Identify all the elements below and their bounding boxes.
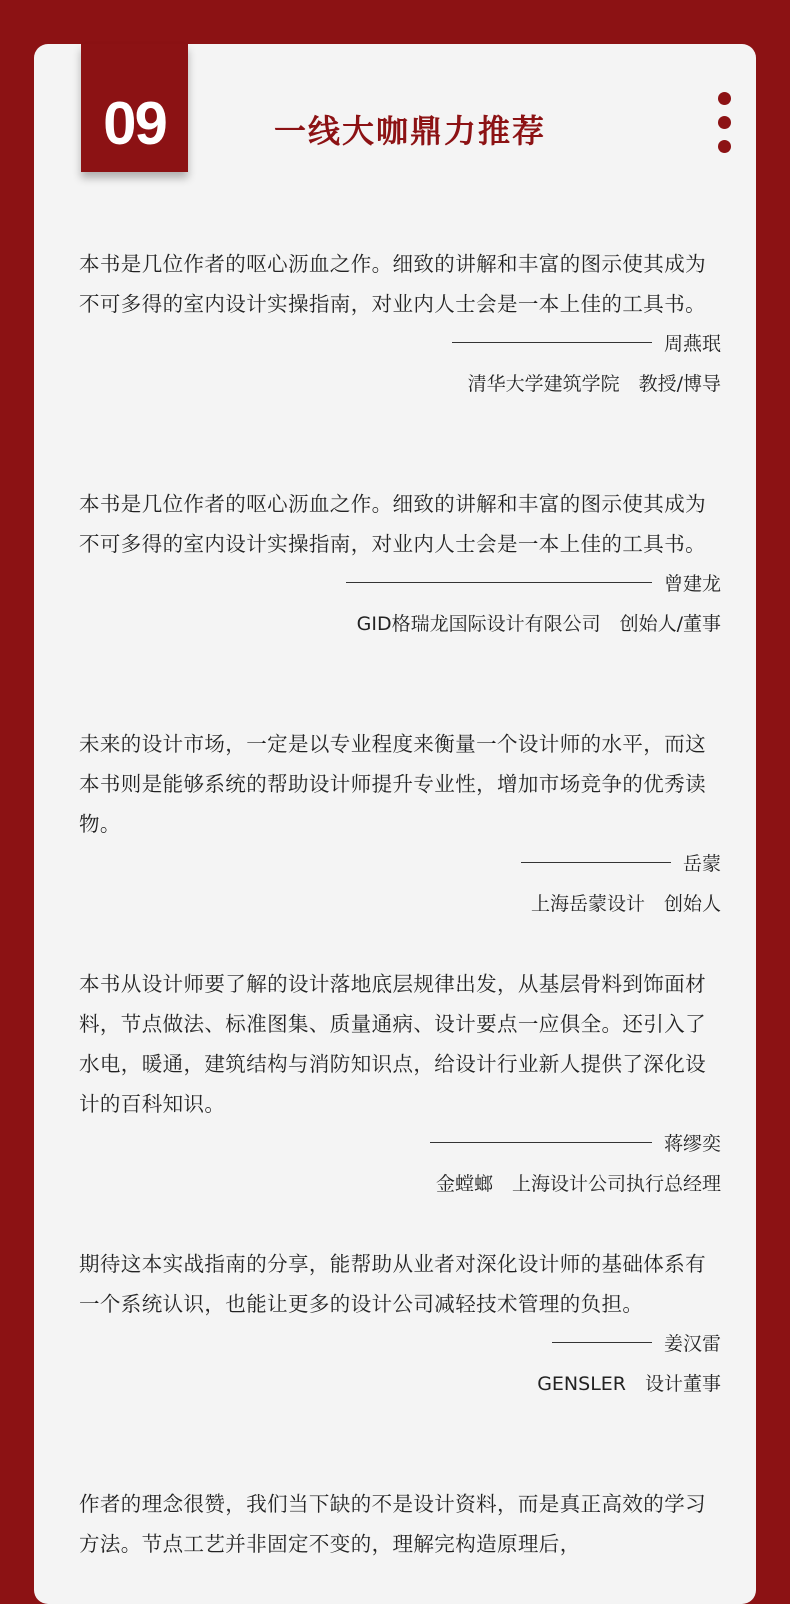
testimonial-author-line xyxy=(79,844,721,884)
testimonial-text: 未来的设计市场，一定是以专业程度来衡量一个设计师的水平，而这本书则是能够系统的帮助设计师提升专业性，增加市场竞争的优秀读物。 xyxy=(79,732,706,836)
testimonial-text: 作者的理念很赞，我们当下缺的不是设计资料，而是真正高效的学习方法。节点工艺并非固定不变的，理解完构造原理后， xyxy=(79,1492,706,1556)
testimonial-author: 岳蒙 xyxy=(682,853,721,875)
testimonial xyxy=(79,1484,721,1564)
attribution-dash xyxy=(346,582,652,583)
attribution-dash xyxy=(521,862,671,863)
testimonial-text: 本书是几位作者的呕心沥血之作。细致的讲解和丰富的图示使其成为不可多得的室内设计实操指南，对业内人士会是一本上佳的工具书。 xyxy=(79,492,706,556)
testimonial-author: 姜汉雷 xyxy=(663,1333,721,1355)
testimonial-text: 本书是几位作者的呕心沥血之作。细致的讲解和丰富的图示使其成为不可多得的室内设计实操指南，对业内人士会是一本上佳的工具书。 xyxy=(79,252,706,316)
attribution-dash xyxy=(452,342,652,343)
testimonial-author-line xyxy=(79,564,721,604)
testimonial-author-title: 金螳螂 上海设计公司执行总经理 xyxy=(435,1173,721,1195)
testimonial-author-line xyxy=(79,1324,721,1364)
section-title: 一线大咖鼎力推荐 xyxy=(273,112,546,150)
testimonial xyxy=(79,724,721,924)
testimonial-text: 本书从设计师要了解的设计落地底层规律出发，从基层骨料到饰面材料，节点做法、标准图集、质量通病、设计要点一应俱全。还引入了水电，暖通，建筑结构与消防知识点，给设计行业新人提供了深化设计的百科知识。 xyxy=(79,972,706,1116)
testimonial xyxy=(79,244,721,404)
testimonial-author: 蒋缪奕 xyxy=(663,1133,721,1155)
testimonial xyxy=(79,964,721,1204)
testimonial-author: 曾建龙 xyxy=(663,573,721,595)
testimonial-author-title: GID格瑞龙国际设计有限公司 创始人/董事 xyxy=(356,613,721,635)
testimonial-author-line xyxy=(79,324,721,364)
attribution-dash xyxy=(430,1142,652,1143)
testimonial-author-title: 清华大学建筑学院 教授/博导 xyxy=(467,373,721,395)
testimonial-author: 周燕珉 xyxy=(663,333,721,355)
testimonial xyxy=(79,1244,721,1404)
attribution-dash xyxy=(552,1342,652,1343)
testimonial xyxy=(79,484,721,644)
testimonial-author-line xyxy=(79,1124,721,1164)
testimonial-author-title: 上海岳蒙设计 创始人 xyxy=(530,893,721,915)
section-number-badge: 09 xyxy=(81,44,188,172)
vertical-dots-icon[interactable] xyxy=(718,92,731,164)
testimonial-text: 期待这本实战指南的分享，能帮助从业者对深化设计师的基础体系有一个系统认识，也能让更多的设计公司减轻技术管理的负担。 xyxy=(79,1252,706,1316)
testimonial-author-title: GENSLER 设计董事 xyxy=(537,1373,721,1395)
